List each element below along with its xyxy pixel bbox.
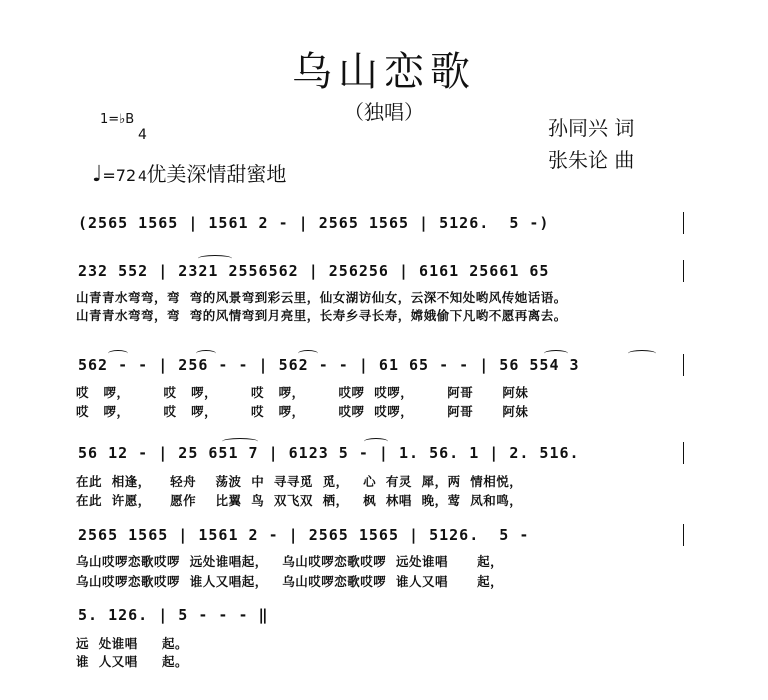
- lyricist-credit: 孙同兴 词: [548, 116, 635, 140]
- barline: [683, 260, 684, 282]
- lyric-line-2b: 山青青水弯弯，弯 弯的风情弯到月亮里，长寿乡寻长寿，嫦娥偷下凡哟不愿再离去。: [76, 308, 567, 323]
- music-line-5: 2565 1565 | 1561 2 - | 2565 1565 | 5126. 5 -: [78, 526, 530, 544]
- lyric-line-2a: 山青青水弯弯，弯 弯的风景弯到彩云里，仙女湖访仙女，云深不知处哟风传她话语。: [76, 290, 567, 305]
- music-line-3: 562 - - | 256 - - | 562 - - | 61 65 - - | 56 554 3: [78, 356, 580, 374]
- music-line-2: 232 552 | 2321 2556562 | 256256 | 6161 25661 65: [78, 262, 550, 280]
- barline: [683, 442, 684, 464]
- song-subtitle: （独唱）: [344, 100, 424, 124]
- song-title: 乌山恋歌: [292, 49, 476, 95]
- slur: [364, 438, 388, 445]
- barline: [683, 524, 684, 546]
- composer-credit: 张朱论 曲: [548, 148, 635, 172]
- lyric-line-5b: 乌山哎啰恋歌哎啰 谁人又唱起， 乌山哎啰恋歌哎啰 谁人又唱 起，: [76, 574, 504, 589]
- key-signature: 1=♭B: [100, 112, 135, 127]
- music-line-4: 56 12 - | 25 651 7 | 6123 5 - | 1. 56. 1 | 2. 516.: [78, 444, 580, 462]
- lyric-line-3a: 哎 啰， 哎 啰， 哎 啰， 哎啰 哎啰， 阿哥 阿妹: [76, 385, 529, 400]
- time-signature-bottom: 4: [138, 169, 147, 185]
- time-signature-top: 4: [138, 127, 147, 143]
- lyric-line-6b: 谁 人又唱 起。: [76, 654, 188, 669]
- barline: [683, 212, 684, 234]
- lyric-line-5a: 乌山哎啰恋歌哎啰 远处谁唱起， 乌山哎啰恋歌哎啰 远处谁唱 起，: [76, 554, 504, 569]
- barline: [683, 354, 684, 376]
- quarter-note-icon: ♩: [92, 162, 103, 187]
- slur: [544, 350, 568, 357]
- lyric-line-4b: 在此 许愿， 愿作 比翼 鸟 双飞双 栖， 枫 林唱 晚，莺 凤和鸣，: [76, 493, 523, 508]
- lyric-line-3b: 哎 啰， 哎 啰， 哎 啰， 哎啰 哎啰， 阿哥 阿妹: [76, 404, 529, 419]
- lyric-line-4a: 在此 相逢， 轻舟 荡波 中 寻寻觅 觅， 心 有灵 犀，两 情相悦，: [76, 474, 523, 489]
- slur: [196, 350, 216, 357]
- slur: [628, 350, 656, 357]
- slur: [222, 438, 258, 445]
- expression-marking: 优美深情甜蜜地: [146, 162, 287, 186]
- music-line-1: (2565 1565 | 1561 2 - | 2565 1565 | 5126. 5 -): [78, 214, 550, 232]
- music-line-6: 5. 126. | 5 - - - ‖: [78, 606, 269, 624]
- slur: [198, 255, 232, 262]
- lyric-line-6a: 远 处谁唱 起。: [76, 636, 188, 651]
- tempo-marking: [92, 158, 286, 187]
- tempo-value: =72: [102, 166, 137, 185]
- slur: [298, 350, 318, 357]
- slur: [108, 350, 128, 357]
